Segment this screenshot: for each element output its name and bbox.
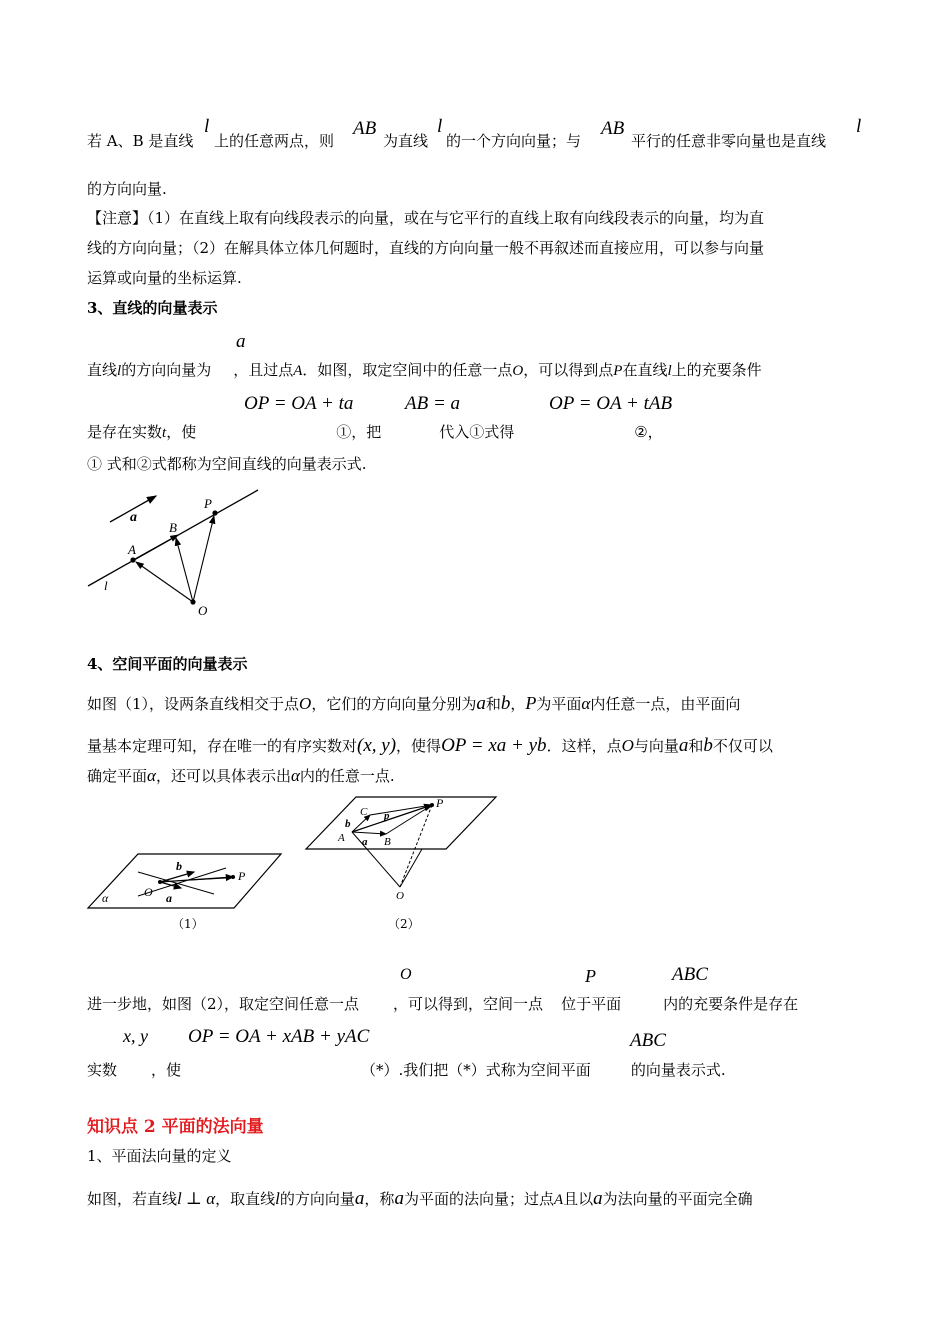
point-P-1 <box>231 875 235 879</box>
math-ABC-mid: ABC <box>630 1030 666 1051</box>
math-P-top: P <box>585 966 596 986</box>
math-a-dir: a <box>236 331 246 352</box>
k2-line-1: 如图，若直线l ⊥ α，取直线l的方向向量a，称a为平面的法向量；过点A且以a为法向量的平面完全确 <box>87 1188 753 1209</box>
fig1-label-A: A <box>128 542 136 557</box>
note-line-1: 【注意】（1）在直线上取有向线段表示的向量，或在与它平行的直线上取有向线段表示的向量，均为直 <box>87 209 765 227</box>
section-4-title: 4、空间平面的向量表示 <box>87 655 248 673</box>
math-l: l <box>204 116 210 137</box>
para-line-1b: 上的任意两点，则 <box>214 132 335 150</box>
eq-op-oa-xab-yac: OP = OA + xAB + yAC <box>188 1026 370 1047</box>
fig2-label-P: P <box>238 869 246 883</box>
s4-line-1: 如图（1），设两条直线相交于点O，它们的方向向量分别为a和b，P为平面α内任意一点，由平面向 <box>87 693 741 714</box>
point-P <box>212 510 217 515</box>
math-AB-2: AB <box>601 118 625 139</box>
point-O-1 <box>158 880 162 884</box>
fig3-label-b: b <box>345 818 351 830</box>
fig1-label-l: l <box>104 578 108 593</box>
fig3-label-p: p <box>384 810 390 822</box>
fig3-label-C: C <box>360 806 368 818</box>
math-O-top: O <box>400 966 412 983</box>
math-AB: AB <box>353 118 377 139</box>
eq-op-oa-ta: OP = OA + ta <box>244 393 354 414</box>
fig1-label-O: O <box>198 603 208 618</box>
fig1-label-a: a <box>130 510 137 525</box>
s4-line-3: 确定平面α，还可以具体表示出α内的任意一点. <box>87 766 395 785</box>
fig2-label-alpha: α <box>102 891 109 905</box>
fig3-label-a: a <box>362 836 368 848</box>
vector-AB <box>135 535 178 559</box>
plane-figure-2 <box>304 795 504 935</box>
edge-BP <box>386 805 432 834</box>
line-vector-figure <box>80 480 280 620</box>
math-ABC-top: ABC <box>672 964 708 985</box>
point-P-2 <box>430 803 434 807</box>
edge-O-plane <box>400 849 422 887</box>
para-line-1e: 平行的任意非零向量也是直线 <box>631 132 827 150</box>
note-line-2: 线的方向向量；（2）在解具体立体几何题时，直线的方向向量一般不再叙述而直接应用，可以参与向量 <box>87 239 765 257</box>
fig3-label-A: A <box>338 832 345 844</box>
note-line-3: 运算或向量的坐标运算. <box>87 269 242 287</box>
s3-line-1: 直线l的方向向量为 ，且过点A．如图，取定空间中的任意一点O，可以得到点P在直线l上的充要条件 <box>87 361 762 379</box>
para-line-2: 的方向向量. <box>87 180 167 198</box>
vector-OP <box>193 516 214 602</box>
s4-line-2: 量基本定理可知，存在唯一的有序实数对(x, y)，使得OP = xa + yb．这样，点O与向量a和b不仅可以 <box>87 735 773 756</box>
edge-OA <box>352 832 400 887</box>
fig3-label-P: P <box>436 796 444 810</box>
fig1-label-P: P <box>204 496 212 511</box>
fig1-label-B: B <box>169 520 177 535</box>
eq-ab-a: AB = a <box>405 393 461 414</box>
math-l-3: l <box>856 116 862 137</box>
para-line-1d: 的一个方向向量；与 <box>446 132 582 150</box>
eq-op-oa-tab: OP = OA + tAB <box>549 393 673 414</box>
fig2-caption-1: （1） <box>172 917 204 931</box>
para-line-1: 若 A、B 是直线 <box>87 132 194 150</box>
para-line-1c: 为直线 <box>383 132 429 150</box>
fig2-label-b: b <box>176 859 182 873</box>
fig3-label-B: B <box>384 836 391 848</box>
knowledge-point-2-title: 知识点 2 平面的法向量 <box>87 1117 264 1137</box>
edge-OP <box>400 805 432 887</box>
vector-AB <box>352 832 386 834</box>
math-l-2: l <box>437 116 443 137</box>
plane-ABC <box>306 797 496 849</box>
fig2-label-a: a <box>166 891 172 905</box>
s3-line-3: ① 式和②式都称为空间直线的向量表示式. <box>87 455 367 473</box>
fig2-label-O: O <box>144 885 153 899</box>
plane-figure-1 <box>86 850 286 940</box>
section-3-title: 3、直线的向量表示 <box>87 299 218 317</box>
s4b-line-1: 进一步地，如图（2），取定空间任意一点 ，可以得到，空间一点 位于平面 内的充要条件是存在 <box>87 995 799 1013</box>
fig3-label-O: O <box>396 890 404 902</box>
edge-CP <box>370 805 432 815</box>
s4b-line-2: 实数 ，使 （*）.我们把（*）式称为空间平面 的向量表示式. <box>87 1061 726 1079</box>
fig3-caption-2: （2） <box>388 917 420 931</box>
s3-line-2: 是存在实数t，使 ①，把 代入①式得 ②， <box>87 423 663 441</box>
k2-subtitle: 1、平面法向量的定义 <box>87 1147 232 1165</box>
point-A <box>130 557 135 562</box>
math-xy: x, y <box>123 1026 148 1046</box>
